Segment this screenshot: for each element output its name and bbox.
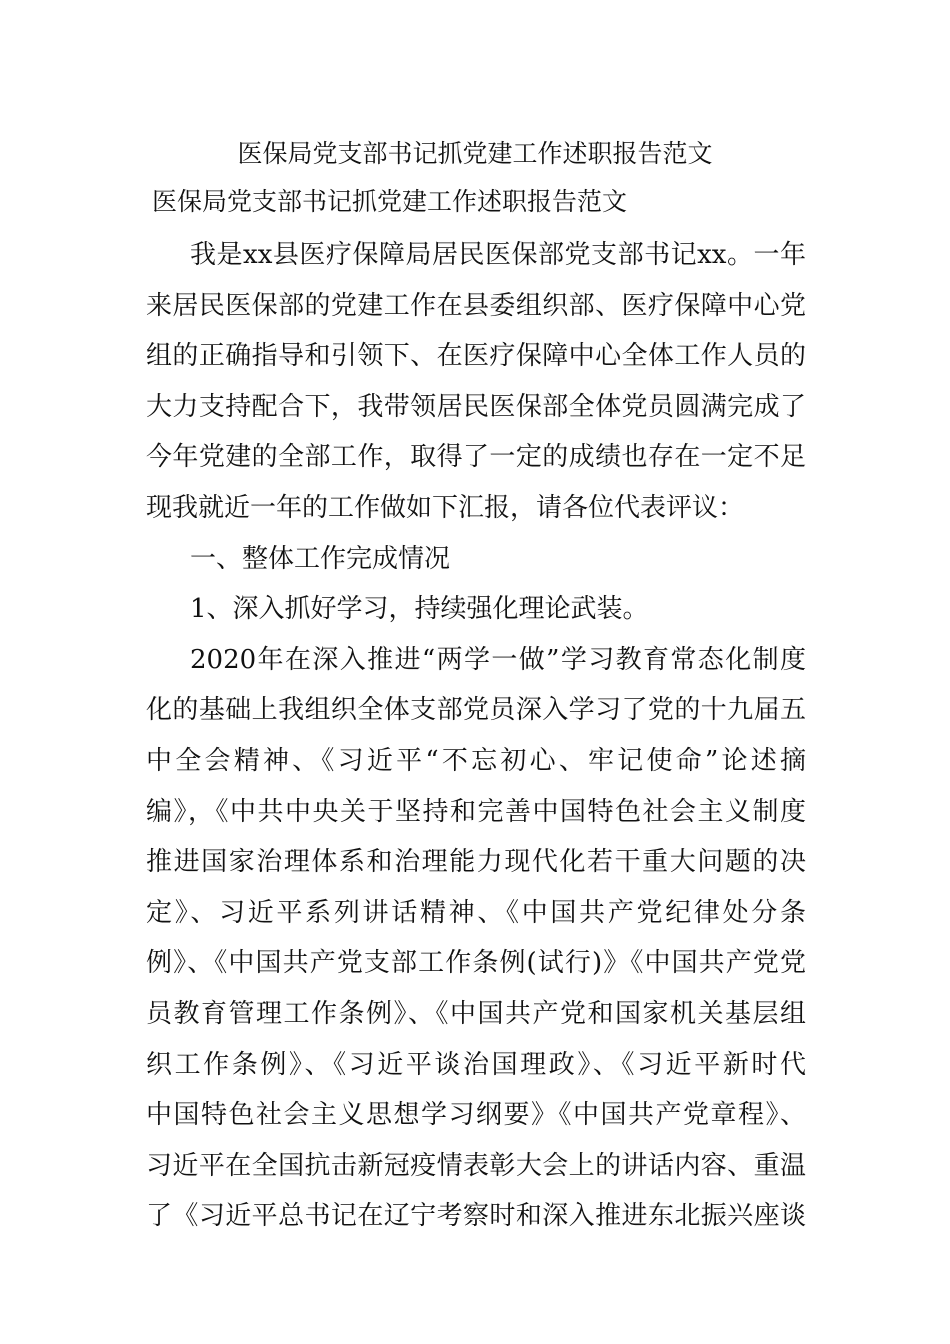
paragraph-line: 今年党建的全部工作，取得了一定的成绩也存在一定不足 <box>146 442 806 473</box>
paragraph-line: 现我就近一年的工作做如下汇报，请各位代表评议： <box>146 492 745 523</box>
paragraph-line: 中国特色社会主义思想学习纲要》《中国共产党章程》、 <box>146 1100 806 1131</box>
paragraph-line: 我是xx县医疗保障局居民医保部党支部书记xx。一年 <box>190 240 806 270</box>
paragraph-line: 定》、习近平系列讲话精神、《中国共产党纪律处分条 <box>146 897 806 928</box>
document-subtitle: 医保局党支部书记抓党建工作述职报告范文 <box>152 187 628 216</box>
paragraph-line: 大力支持配合下，我带领居民医保部全体党员圆满完成了 <box>146 391 806 422</box>
document-body <box>146 230 806 1242</box>
paragraph-line: 了《习近平总书记在辽宁考察时和深入推进东北振兴座谈 <box>146 1201 806 1232</box>
paragraph-line: 推进国家治理体系和治理能力现代化若干重大问题的决 <box>146 847 806 878</box>
paragraph-line: 来居民医保部的党建工作在县委组织部、医疗保障中心党 <box>146 290 806 321</box>
document-title: 医保局党支部书记抓党建工作述职报告范文 <box>237 139 713 168</box>
paragraph-line: 化的基础上我组织全体支部党员深入学习了党的十九届五 <box>146 695 806 726</box>
paragraph-line: 织工作条例》、《习近平谈治国理政》、《习近平新时代 <box>146 1049 806 1080</box>
paragraph-line: 例》、《中国共产党支部工作条例(试行)》《中国共产党党 <box>146 948 806 979</box>
paragraph-line: 习近平在全国抗击新冠疫情表彰大会上的讲话内容、重温 <box>146 1150 806 1181</box>
paragraph-line: 组的正确指导和引领下、在医疗保障中心全体工作人员的 <box>146 341 806 372</box>
section-heading: 一、整体工作完成情况 <box>190 543 451 574</box>
paragraph-line: 员教育管理工作条例》、《中国共产党和国家机关基层组 <box>146 998 806 1029</box>
paragraph-line: 编》，《中共中央关于坚持和完善中国特色社会主义制度 <box>146 796 806 827</box>
paragraph-line: 中全会精神、《习近平“不忘初心、牢记使命”论述摘 <box>146 745 806 776</box>
subsection-heading: 1、深入抓好学习，持续强化理论武装。 <box>190 594 649 625</box>
paragraph-line: 2020年在深入推进“两学一做”学习教育常态化制度 <box>190 644 806 675</box>
